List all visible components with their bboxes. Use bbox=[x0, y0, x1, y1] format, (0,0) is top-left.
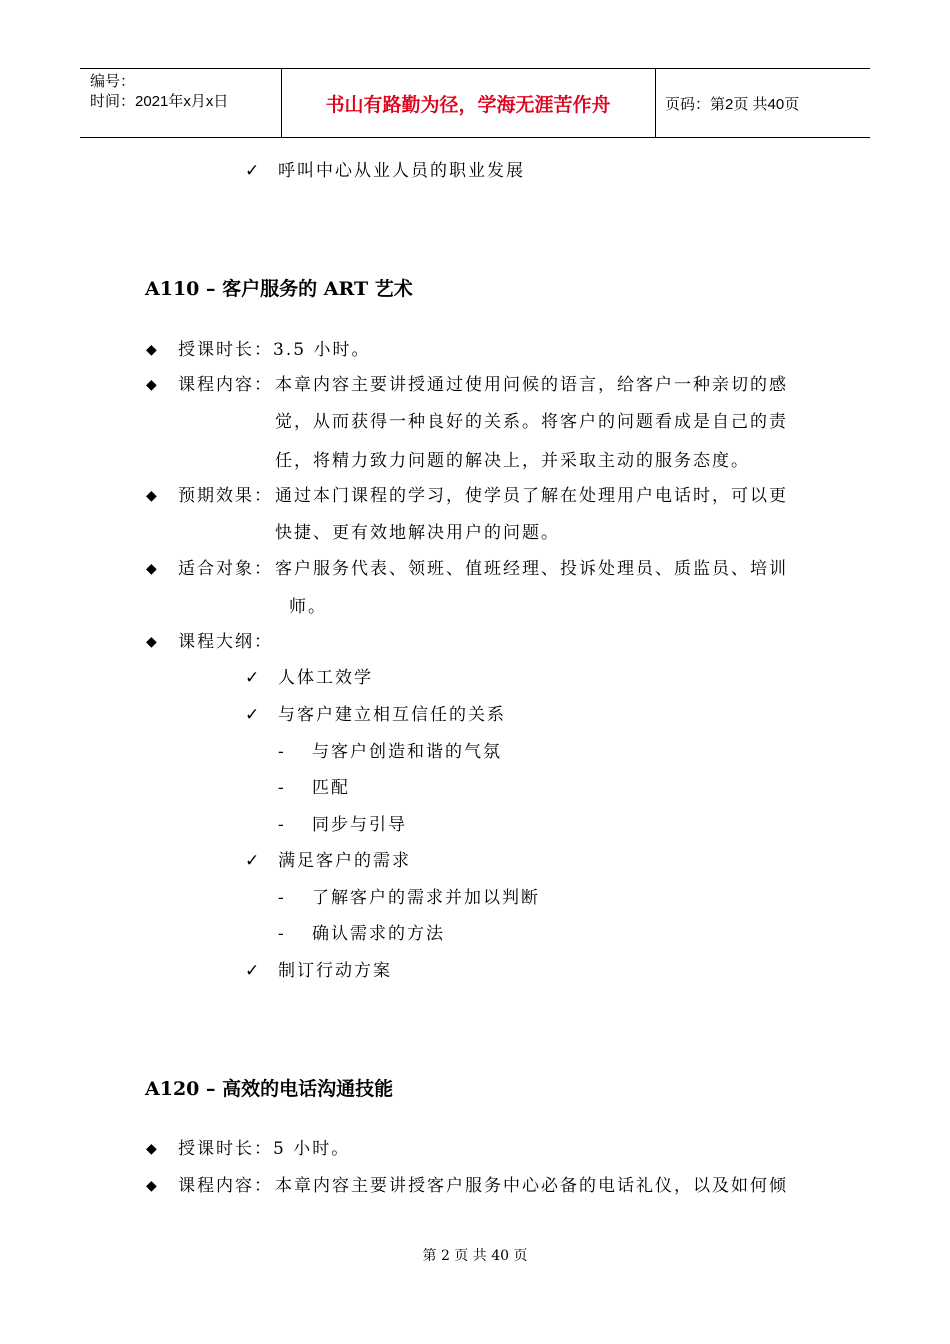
diamond-bullet-icon: ◆ bbox=[146, 634, 157, 650]
outline-item: 与客户建立相互信任的关系 bbox=[278, 705, 506, 725]
header-date-label: 时间：2021年x月x日 bbox=[90, 93, 229, 110]
dash-icon: - bbox=[278, 888, 284, 908]
outline-subitem: 了解客户的需求并加以判断 bbox=[312, 888, 540, 908]
duration-label: 授课时长： bbox=[178, 340, 273, 360]
effect-label: 预期效果： bbox=[178, 486, 273, 506]
target-line: 客户服务代表、领班、值班经理、投诉处理员、质监员、培训 bbox=[275, 559, 788, 579]
check-icon: ✓ bbox=[245, 851, 260, 871]
content-line: 本章内容主要讲授客户服务中心必备的电话礼仪，以及如何倾 bbox=[275, 1176, 788, 1196]
content-label: 课程内容： bbox=[178, 375, 273, 395]
check-icon: ✓ bbox=[245, 668, 260, 688]
target-line: 师。 bbox=[289, 597, 327, 617]
outline-item: 制订行动方案 bbox=[278, 961, 392, 981]
diamond-bullet-icon: ◆ bbox=[146, 1178, 157, 1194]
diamond-bullet-icon: ◆ bbox=[146, 342, 157, 358]
section-title: A120 – 高效的电话沟通技能 bbox=[145, 1078, 394, 1100]
outline-item: 人体工效学 bbox=[278, 668, 373, 688]
diamond-bullet-icon: ◆ bbox=[146, 377, 157, 393]
check-icon: ✓ bbox=[245, 705, 260, 725]
outline-subitem: 确认需求的方法 bbox=[312, 924, 445, 944]
duration-value: 5 小时。 bbox=[273, 1139, 351, 1159]
header-number-label: 编号： bbox=[90, 73, 136, 90]
effect-line: 快捷、更有效地解决用户的问题。 bbox=[275, 523, 560, 543]
header-page-label: 页码：第2页 共40页 bbox=[665, 95, 800, 113]
diamond-bullet-icon: ◆ bbox=[146, 561, 157, 577]
duration-value: 3.5 小时。 bbox=[273, 340, 371, 360]
header-motto: 书山有路勤为径，学海无涯苦作舟 bbox=[325, 94, 611, 116]
outline-subitem: 同步与引导 bbox=[312, 815, 407, 835]
target-label: 适合对象： bbox=[178, 559, 273, 579]
duration-label: 授课时长： bbox=[178, 1139, 273, 1159]
dash-icon: - bbox=[278, 742, 284, 762]
diamond-bullet-icon: ◆ bbox=[146, 1141, 157, 1157]
outline-label: 课程大纲： bbox=[178, 632, 273, 652]
content-line: 觉，从而获得一种良好的关系。将客户的问题看成是自己的责 bbox=[275, 412, 788, 432]
outline-subitem: 与客户创造和谐的气氛 bbox=[312, 742, 502, 762]
check-icon: ✓ bbox=[245, 161, 260, 181]
dash-icon: - bbox=[278, 924, 284, 944]
outline-item: 满足客户的需求 bbox=[278, 851, 411, 871]
content-line: 本章内容主要讲授通过使用问候的语言，给客户一种亲切的感 bbox=[275, 375, 788, 395]
page-footer: 第 2 页 共 40 页 bbox=[422, 1248, 528, 1264]
diamond-bullet-icon: ◆ bbox=[146, 488, 157, 504]
header-divider bbox=[655, 69, 656, 137]
list-item: 呼叫中心从业人员的职业发展 bbox=[278, 161, 525, 181]
header-meta bbox=[90, 72, 228, 112]
outline-subitem: 匹配 bbox=[312, 778, 350, 798]
section-title: A110 – 客户服务的 ART 艺术 bbox=[145, 278, 413, 300]
content-line: 任，将精力致力问题的解决上，并采取主动的服务态度。 bbox=[275, 451, 750, 471]
content-label: 课程内容： bbox=[178, 1176, 273, 1196]
page-header bbox=[80, 68, 870, 138]
dash-icon: - bbox=[278, 815, 284, 835]
dash-icon: - bbox=[278, 778, 284, 798]
effect-line: 通过本门课程的学习，使学员了解在处理用户电话时，可以更 bbox=[275, 486, 788, 506]
check-icon: ✓ bbox=[245, 961, 260, 981]
